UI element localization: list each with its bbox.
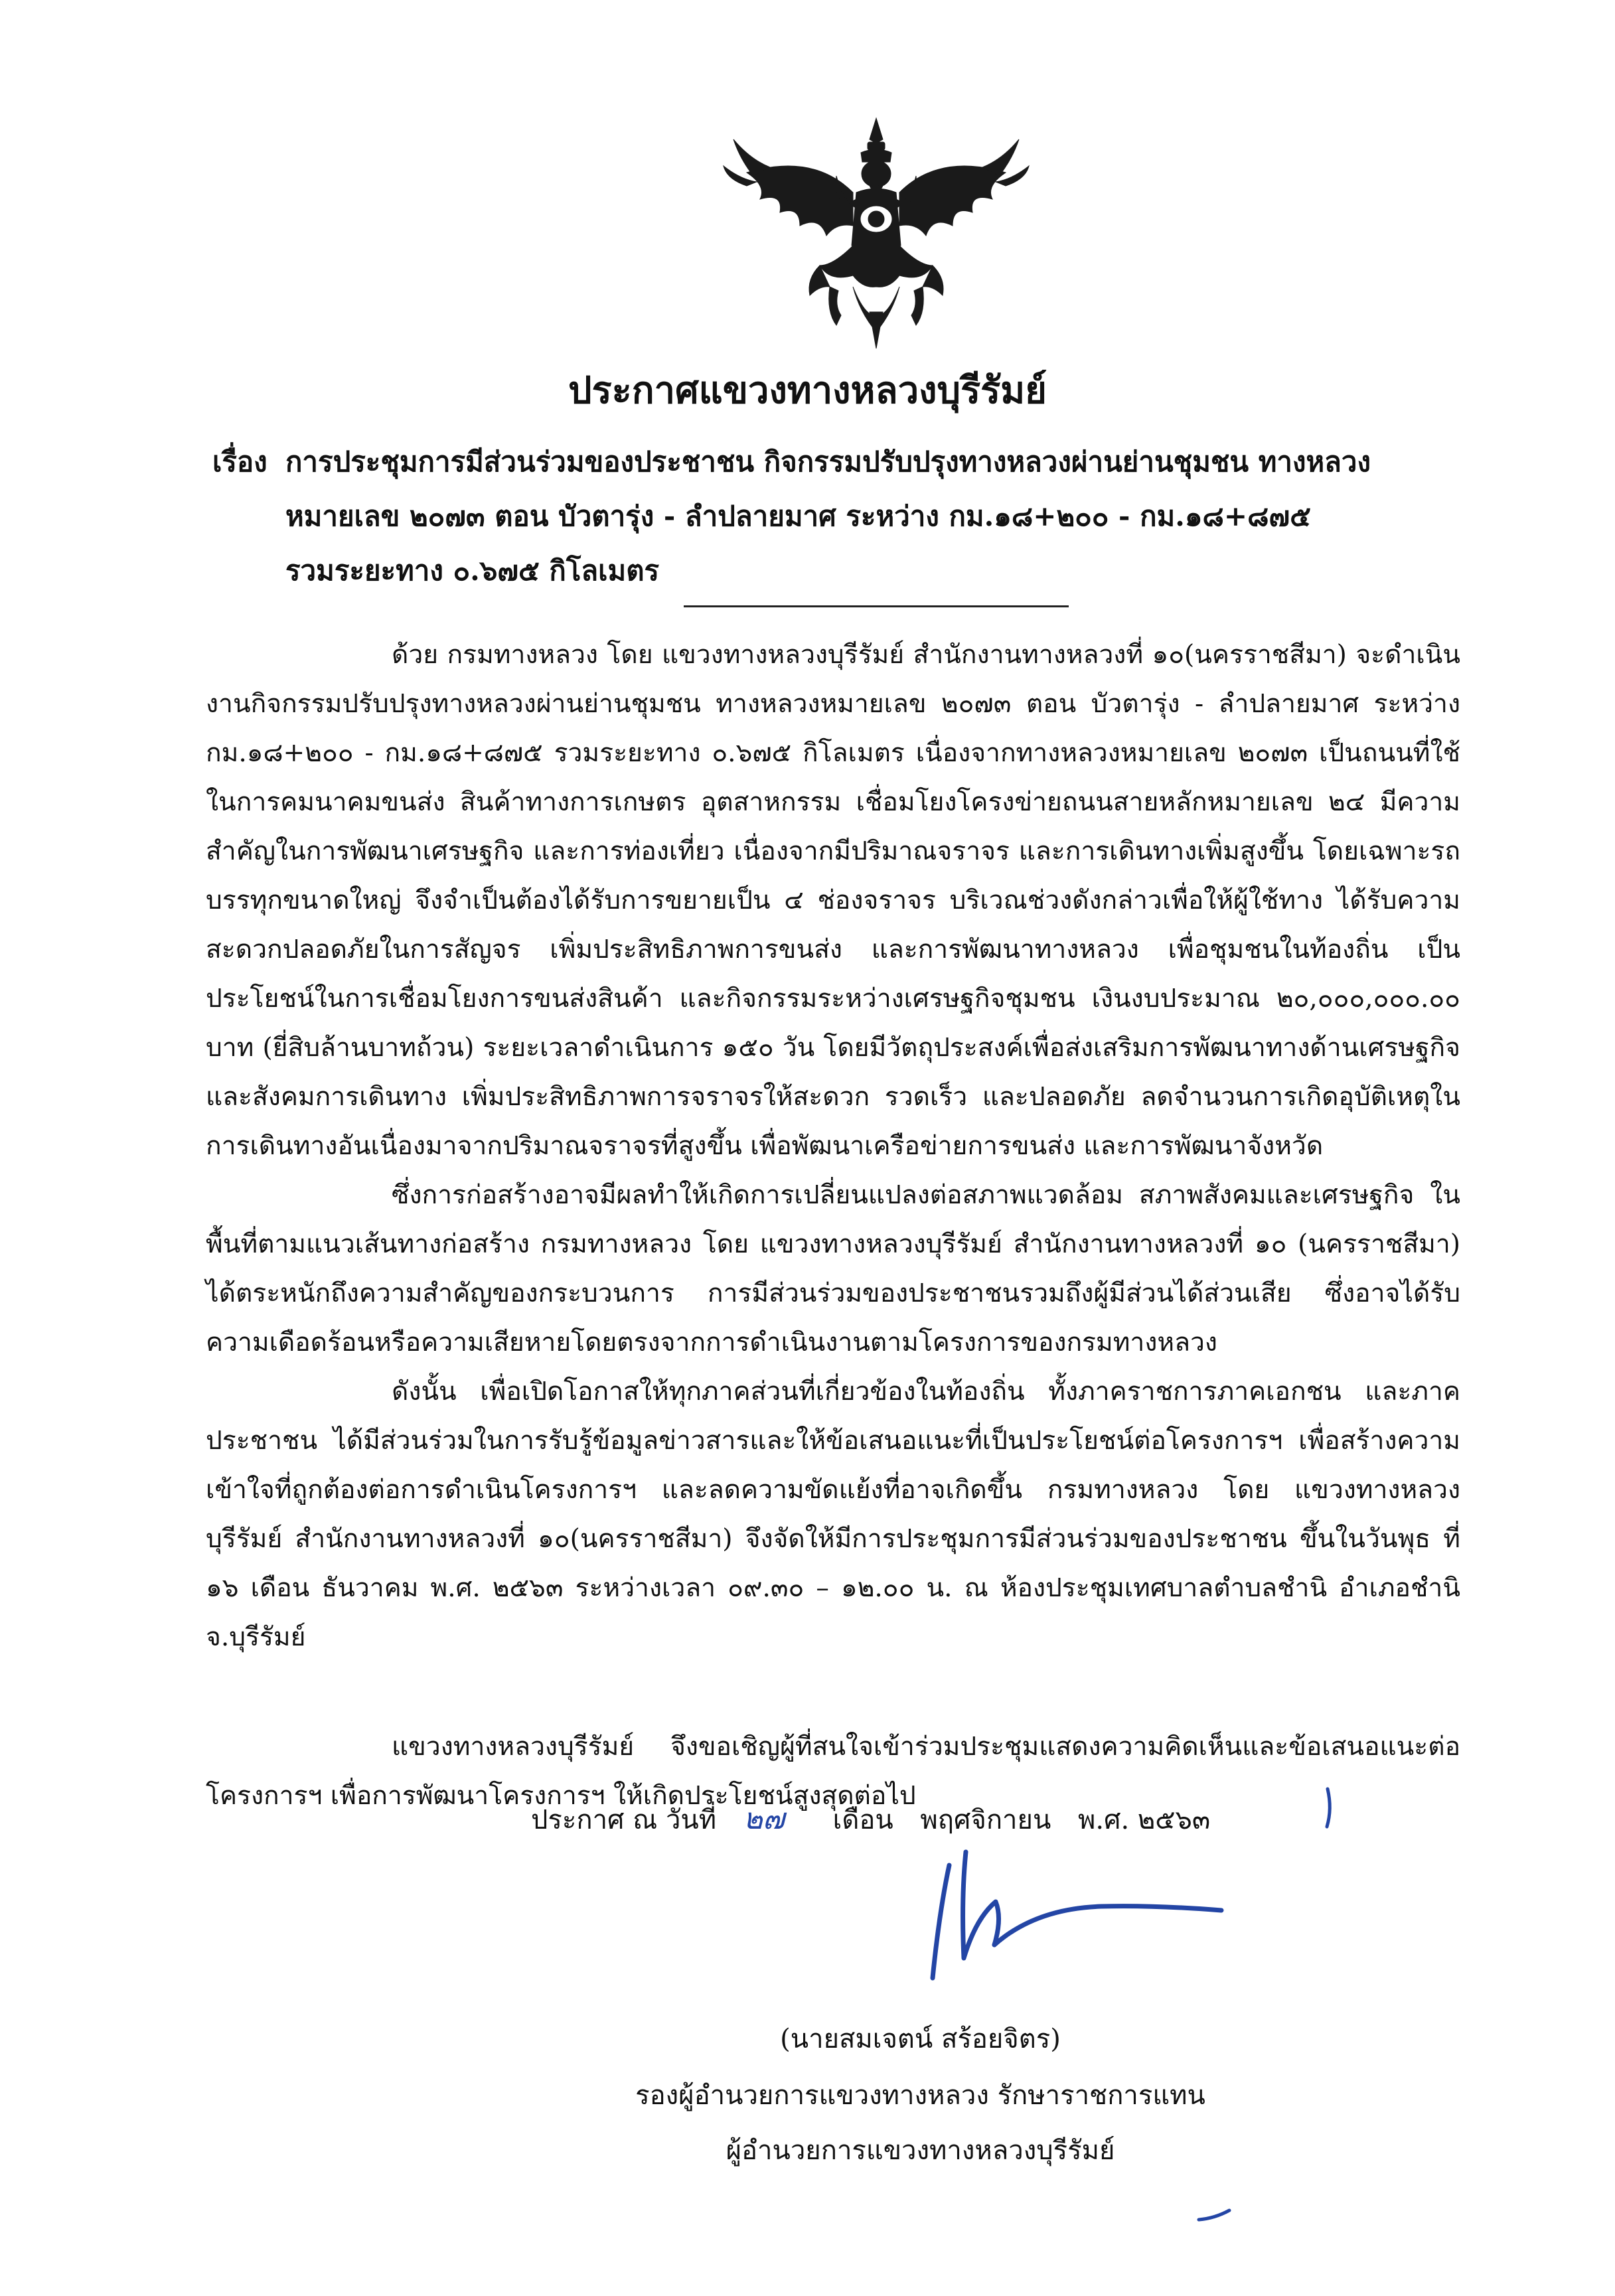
body-paragraph-2: ซึ่งการก่อสร้างอาจมีผลทำให้เกิดการเปลี่ยนแปลงต่อสภาพแวดล้อม สภาพสังคมและเศรษฐกิจ ในพื้นที่ตามแนวเส้นทางก่อสร้าง กรมทางหลวง โดย แขวงทางหลวงบุรีรัมย์ สำนักงานทางหลวงที่ ๑๐ (นครราชสีมา) ได้ตระหนักถึงความสำคัญของกระบวนการ การมีส่วนร่วมของประชาชนรวมถึงผู้มีส่วนได้ส่วนเสีย ซึ่งอาจได้รับความเดือดร้อนหรือความเสียหายโดยตรงจากการดำเนินงานตามโครงการของกรมทางหลวง bbox=[206, 1180, 1460, 1357]
pen-dash-icon bbox=[1195, 2204, 1235, 2230]
subject-line-2: หมายเลข ๒๐๗๓ ตอน บัวตารุ่ง - ลำปลายมาศ ระหว่าง กม.๑๘+๒๐๐ - กม.๑๘+๘๗๕ bbox=[285, 500, 1311, 532]
pen-mark-icon bbox=[1318, 1786, 1344, 1832]
announcement-date bbox=[531, 1802, 1210, 1837]
date-month-label: เดือน bbox=[832, 1805, 893, 1835]
body-paragraph-3: ดังนั้น เพื่อเปิดโอกาสให้ทุกภาคส่วนที่เกี่ยวข้องในท้องถิ่น ทั้งภาคราชการภาคเอกชน และภาคประชาชน ได้มีส่วนร่วมในการรับรู้ข้อมูลข่าวสารและให้ข้อเสนอแนะที่เป็นประโยชน์ต่อโครงการฯ เพื่อสร้างความเข้าใจที่ถูกต้องต่อการดำเนินโครงการฯ และลดความขัดแย้งที่อาจเกิดขึ้น กรมทางหลวง โดย แขวงทางหลวงบุรีรัมย์ สำนักงานทางหลวงที่ ๑๐(นครราชสีมา) จึงจัดให้มีการประชุมการมีส่วนร่วมของประชาชน ขึ้นในวันพุธ ที่ ๑๖ เดือน ธันวาคม พ.ศ. ๒๕๖๓ ระหว่างเวลา ๐๙.๓๐ – ๑๒.๐๐ น. ณ ห้องประชุมเทศบาลตำบลชำนิ อำเภอชำนิ จ.บุรีรัมย์ bbox=[206, 1377, 1460, 1652]
garuda-emblem-icon bbox=[720, 113, 1032, 352]
subject-label: เรื่อง bbox=[212, 445, 268, 478]
signatory-position-1: รองผู้อำนวยการแขวงทางหลวง รักษาราชการแทน bbox=[635, 2080, 1205, 2111]
signatory-position-2: ผู้อำนวยการแขวงทางหลวงบุรีรัมย์ bbox=[726, 2135, 1115, 2166]
signatory-name: (นายสมเจตน์ สร้อยจิตร) bbox=[780, 2024, 1061, 2054]
date-year: พ.ศ. ๒๕๖๓ bbox=[1078, 1805, 1211, 1835]
subject-line-1: การประชุมการมีส่วนร่วมของประชาชน กิจกรรมปรับปรุงทางหลวงผ่านย่านชุมชน ทางหลวง bbox=[285, 445, 1371, 478]
subject-line-3: รวมระยะทาง ๐.๖๗๕ กิโลเมตร bbox=[285, 554, 660, 587]
title-divider bbox=[684, 605, 1069, 607]
invitation-paragraph: แขวงทางหลวงบุรีรัมย์ จึงขอเชิญผู้ที่สนใจเข้าร่วมประชุมแสดงความคิดเห็นและข้อเสนอแนะต่อโครงการฯ เพื่อการพัฒนาโครงการฯ ให้เกิดประโยชน์สูงสุดต่อไป bbox=[206, 1732, 1460, 1811]
announcement-body bbox=[206, 631, 1460, 1662]
date-month: พฤศจิกายน bbox=[920, 1805, 1051, 1835]
date-prefix: ประกาศ ณ วันที่ bbox=[531, 1805, 717, 1835]
announcement-title: ประกาศแขวงทางหลวงบุรีรัมย์ bbox=[568, 368, 1047, 412]
subject-block bbox=[212, 435, 1440, 598]
handwritten-signature bbox=[903, 1839, 1248, 1998]
body-paragraph-1: ด้วย กรมทางหลวง โดย แขวงทางหลวงบุรีรัมย์ สำนักงานทางหลวงที่ ๑๐(นครราชสีมา) จะดำเนินงานกิจกรรมปรับปรุงทางหลวงผ่านย่านชุมชน ทางหลวงหมายเลข ๒๐๗๓ ตอน บัวตารุ่ง - ลำปลายมาศ ระหว่าง กม.๑๘+๒๐๐ - กม.๑๘+๘๗๕ รวมระยะทาง ๐.๖๗๕ กิโลเมตร เนื่องจากทางหลวงหมายเลข ๒๐๗๓ เป็นถนนที่ใช้ในการคมนาคมขนส่ง สินค้าทางการเกษตร อุตสาหกรรม เชื่อมโยงโครงข่ายถนนสายหลักหมายเลข ๒๔ มีความสำคัญในการพัฒนาเศรษฐกิจ และการท่องเที่ยว เนื่องจากมีปริมาณจราจร และการเดินทางเพิ่มสูงขึ้น โดยเฉพาะรถบรรทุกขนาดใหญ่ จึงจำเป็นต้องได้รับการขยายเป็น ๔ ช่องจราจร บริเวณช่วงดังกล่าวเพื่อให้ผู้ใช้ทาง ได้รับความสะดวกปลอดภัยในการสัญจร เพิ่มประสิทธิภาพการขนส่ง และการพัฒนาทางหลวง เพื่อชุมชนในท้องถิ่น เป็นประโยชน์ในการเชื่อมโยงการขนส่งสินค้า และกิจกรรมระหว่างเศรษฐกิจชุมชน เงินงบประมาณ ๒๐,๐๐๐,๐๐๐.๐๐ บาท (ยี่สิบล้านบาทถ้วน) ระยะเวลาดำเนินการ ๑๕๐ วัน โดยมีวัตถุประสงค์เพื่อส่งเสริมการพัฒนาทางด้านเศรษฐกิจและสังคมการเดินทาง เพิ่มประสิทธิภาพการจราจรให้สะดวก รวดเร็ว และปลอดภัย ลดจำนวนการเกิดอุบัติเหตุในการเดินทางอันเนื่องมาจากปริมาณจราจรที่สูงขึ้น เพื่อพัฒนาเครือข่ายการขนส่ง และการพัฒนาจังหวัด bbox=[206, 640, 1460, 1161]
date-day: ๒๗ bbox=[743, 1802, 785, 1836]
